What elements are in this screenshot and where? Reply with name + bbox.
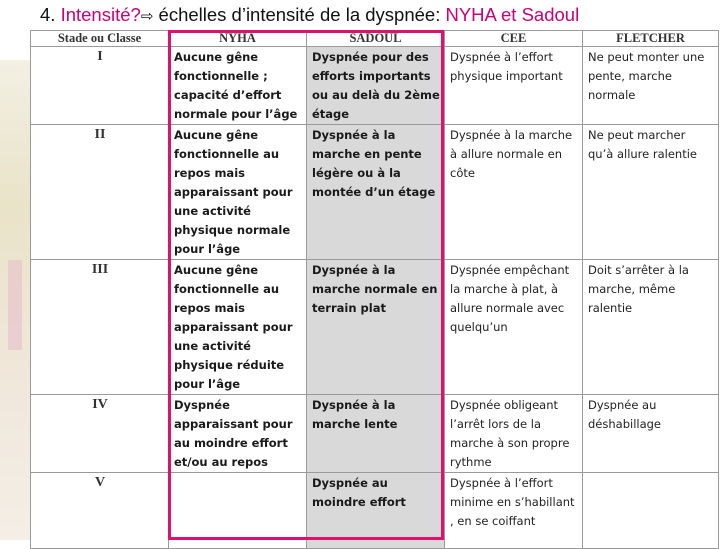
cee-cell: Dyspnée empêchant la marche à plat, à allure normale avec quelqu’un bbox=[445, 260, 583, 395]
fletcher-cell bbox=[583, 473, 719, 549]
stade-cell: V bbox=[31, 473, 169, 549]
header-sadoul: SADOUL bbox=[307, 31, 445, 47]
dyspnea-scales-table bbox=[30, 30, 719, 549]
nyha-cell bbox=[169, 473, 307, 549]
stade-cell: II bbox=[31, 125, 169, 260]
arrow-right-icon: ⇨ bbox=[140, 8, 154, 25]
cee-cell: Dyspnée à l’effort minime en s’habillant , en se coiffant bbox=[445, 473, 583, 549]
heading-highlight: NYHA et Sadoul bbox=[445, 4, 580, 25]
heading-text: échelles d’intensité de la dyspnée: bbox=[153, 4, 446, 25]
cee-cell: Dyspnée à la marche à allure normale en côte bbox=[445, 125, 583, 260]
cee-cell: Dyspnée à l’effort physique important bbox=[445, 47, 583, 125]
heading-question: Intensité? bbox=[60, 4, 141, 25]
sadoul-cell: Dyspnée à la marche normale en terrain plat bbox=[307, 260, 445, 395]
header-stade: Stade ou Classe bbox=[31, 31, 169, 47]
heading-number: 4. bbox=[40, 4, 56, 25]
header-nyha: NYHA bbox=[169, 31, 307, 47]
header-fletcher: FLETCHER bbox=[583, 31, 719, 47]
table-row bbox=[31, 473, 719, 549]
decorative-side-strip bbox=[0, 60, 30, 540]
header-row bbox=[31, 31, 719, 47]
table-row bbox=[31, 260, 719, 395]
nyha-cell: Dyspnée apparaissant pour au moindre effort et/ou au repos bbox=[169, 395, 307, 473]
dyspnea-scales-table-wrap bbox=[30, 30, 718, 540]
fletcher-cell: Ne peut monter une pente, marche normale bbox=[583, 47, 719, 125]
table-row bbox=[31, 395, 719, 473]
sadoul-cell: Dyspnée pour des efforts importants ou au delà du 2ème étage bbox=[307, 47, 445, 125]
nyha-cell: Aucune gêne fonctionnelle ; capacité d’effort normale pour l’âge bbox=[169, 47, 307, 125]
stade-cell: IV bbox=[31, 395, 169, 473]
cee-cell: Dyspnée obligeant l’arrêt lors de la marche à son propre rythme bbox=[445, 395, 583, 473]
fletcher-cell: Ne peut marcher qu’à allure ralentie bbox=[583, 125, 719, 260]
sadoul-cell: Dyspnée à la marche en pente légère ou à la montée d’un étage bbox=[307, 125, 445, 260]
table-row bbox=[31, 47, 719, 125]
sadoul-cell: Dyspnée à la marche lente bbox=[307, 395, 445, 473]
table-row bbox=[31, 125, 719, 260]
nyha-cell: Aucune gêne fonctionnelle au repos mais apparaissant pour une activité physique normale pour l’âge bbox=[169, 125, 307, 260]
sadoul-cell: Dyspnée au moindre effort bbox=[307, 473, 445, 549]
stade-cell: III bbox=[31, 260, 169, 395]
header-cee: CEE bbox=[445, 31, 583, 47]
slide-heading bbox=[40, 4, 579, 30]
fletcher-cell: Doit s’arrêter à la marche, même ralentie bbox=[583, 260, 719, 395]
decorative-mark bbox=[8, 260, 22, 350]
stade-cell: I bbox=[31, 47, 169, 125]
fletcher-cell: Dyspnée au déshabillage bbox=[583, 395, 719, 473]
nyha-cell: Aucune gêne fonctionnelle au repos mais apparaissant pour une activité physique réduite pour l’âge bbox=[169, 260, 307, 395]
